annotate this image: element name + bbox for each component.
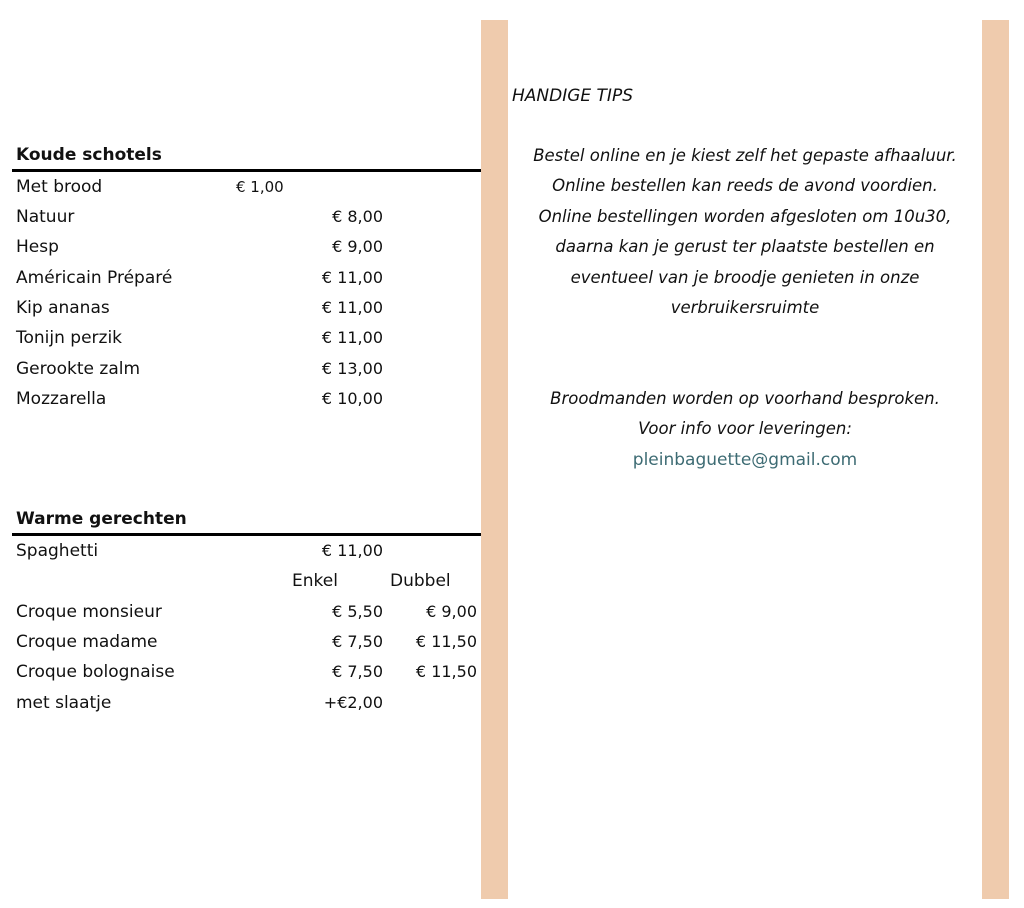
menu-item (0, 389, 481, 419)
item-price-double: € 9,00 (426, 602, 477, 621)
tips-line: Voor info voor leveringen: (638, 419, 852, 439)
item-name: Met brood (16, 177, 103, 197)
menu-item (0, 541, 481, 571)
item-name: Gerookte zalm (16, 359, 141, 379)
item-price: € 1,00 (236, 178, 284, 196)
section-title: Warme gerechten (16, 509, 187, 529)
tips-line: Broodmanden worden op voorhand besproken. (550, 389, 940, 408)
item-price: € 13,00 (321, 359, 383, 378)
item-price-double: € 11,50 (415, 632, 477, 651)
tips-title: HANDIGE TIPS (512, 86, 633, 106)
item-price: € 11,00 (321, 298, 383, 317)
menu-item (0, 298, 481, 328)
item-name: Américain Préparé (16, 268, 173, 288)
item-name: met slaatje (16, 693, 112, 713)
menu-item (0, 237, 481, 267)
column-header-double: Dubbel (390, 571, 451, 591)
item-price: € 10,00 (321, 389, 383, 408)
item-price-single: € 7,50 (332, 662, 383, 681)
menu-item (0, 268, 481, 298)
menu-item (0, 632, 481, 662)
accent-bar-left (481, 20, 508, 899)
tips-ordering-text (508, 141, 982, 323)
item-name: Hesp (16, 237, 59, 257)
menu-item (0, 662, 481, 692)
item-name: Croque monsieur (16, 602, 162, 622)
item-price: € 9,00 (332, 237, 383, 256)
item-name: Croque bolognaise (16, 662, 175, 682)
tips-line: verbruikersruimte (670, 298, 820, 318)
menu-item (0, 177, 481, 207)
tips-line: daarna kan je gerust ter plaatste bestellen en (555, 237, 935, 257)
item-price: € 8,00 (332, 207, 383, 226)
tips-line: Bestel online en je kiest zelf het gepaste afhaaluur. (533, 146, 957, 165)
item-price: € 11,00 (321, 541, 383, 560)
menu-item (0, 693, 481, 723)
tips-line: Online bestellen kan reeds de avond voordien. (552, 176, 938, 196)
item-name: Croque madame (16, 632, 158, 652)
menu-item (0, 207, 481, 237)
item-name: Spaghetti (16, 541, 99, 561)
menu-item (0, 359, 481, 389)
menu-item (0, 328, 481, 358)
tips-line: eventueel van je broodje genieten in onze (570, 267, 920, 287)
item-name: Kip ananas (16, 298, 110, 318)
item-name: Tonijn perzik (16, 328, 123, 348)
accent-bar-right (982, 20, 1009, 899)
item-price: € 11,00 (321, 268, 383, 287)
column-header-single: Enkel (292, 571, 338, 591)
tips-delivery-text (508, 384, 982, 475)
section-title: Koude schotels (16, 145, 162, 165)
item-price-double: € 11,50 (415, 662, 477, 681)
item-name: Mozzarella (16, 389, 107, 409)
item-price: +€2,00 (323, 693, 383, 712)
item-price-single: € 5,50 (332, 602, 383, 621)
tips-line: Online bestellingen worden afgesloten om 10u30, (538, 206, 952, 226)
email-link[interactable]: pleinbaguette@gmail.com (632, 449, 858, 470)
menu-item (0, 602, 481, 632)
section-divider (12, 169, 481, 172)
section-divider (12, 533, 481, 536)
item-name: Natuur (16, 207, 75, 227)
item-price-single: € 7,50 (332, 632, 383, 651)
item-price: € 11,00 (321, 328, 383, 347)
